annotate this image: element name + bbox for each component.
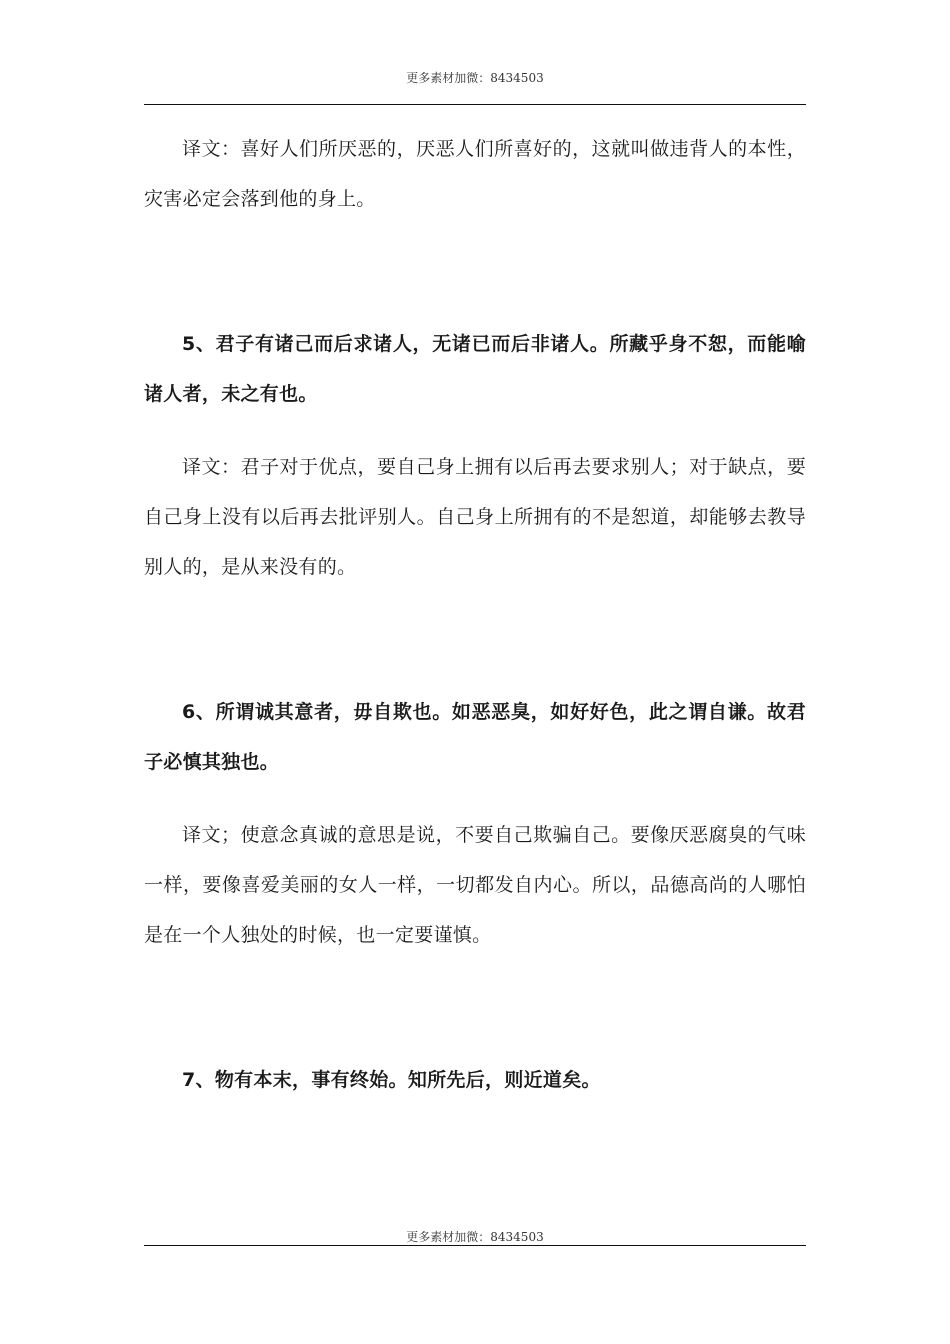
translation-paragraph-4: 译文：喜好人们所厌恶的，厌恶人们所喜好的，这就叫做违背人的本性，灾害必定会落到他的身上。	[144, 138, 806, 210]
page-footer: 更多素材加微：8434503	[406, 1230, 544, 1244]
translation-paragraph-5: 译文：君子对于优点，要自己身上拥有以后再去要求别人；对于缺点，要自己身上没有以后再去批评别人。自己身上所拥有的不是恕道，却能够去教导别人的，是从来没有的。	[144, 456, 806, 578]
quote-5: 5、君子有诸己而后求诸人，无诸已而后非诸人。所藏乎身不恕，而能喻诸人者，未之有也。	[144, 333, 806, 405]
page-header: 更多素材加微：8434503	[406, 71, 544, 85]
quote-6: 6、所谓诚其意者，毋自欺也。如恶恶臭，如好好色，此之谓自谦。故君子必慎其独也。	[144, 701, 806, 773]
quote-7: 7、物有本末，事有终始。知所先后，则近道矣。	[182, 1069, 601, 1091]
footer-rule	[144, 1245, 806, 1246]
translation-paragraph-6: 译文；使意念真诚的意思是说，不要自己欺骗自己。要像厌恶腐臭的气味一样，要像喜爱美丽的女人一样，一切都发自内心。所以，品德高尚的人哪怕是在一个人独处的时候，也一定要谨慎。	[144, 824, 806, 946]
header-rule	[144, 104, 806, 105]
